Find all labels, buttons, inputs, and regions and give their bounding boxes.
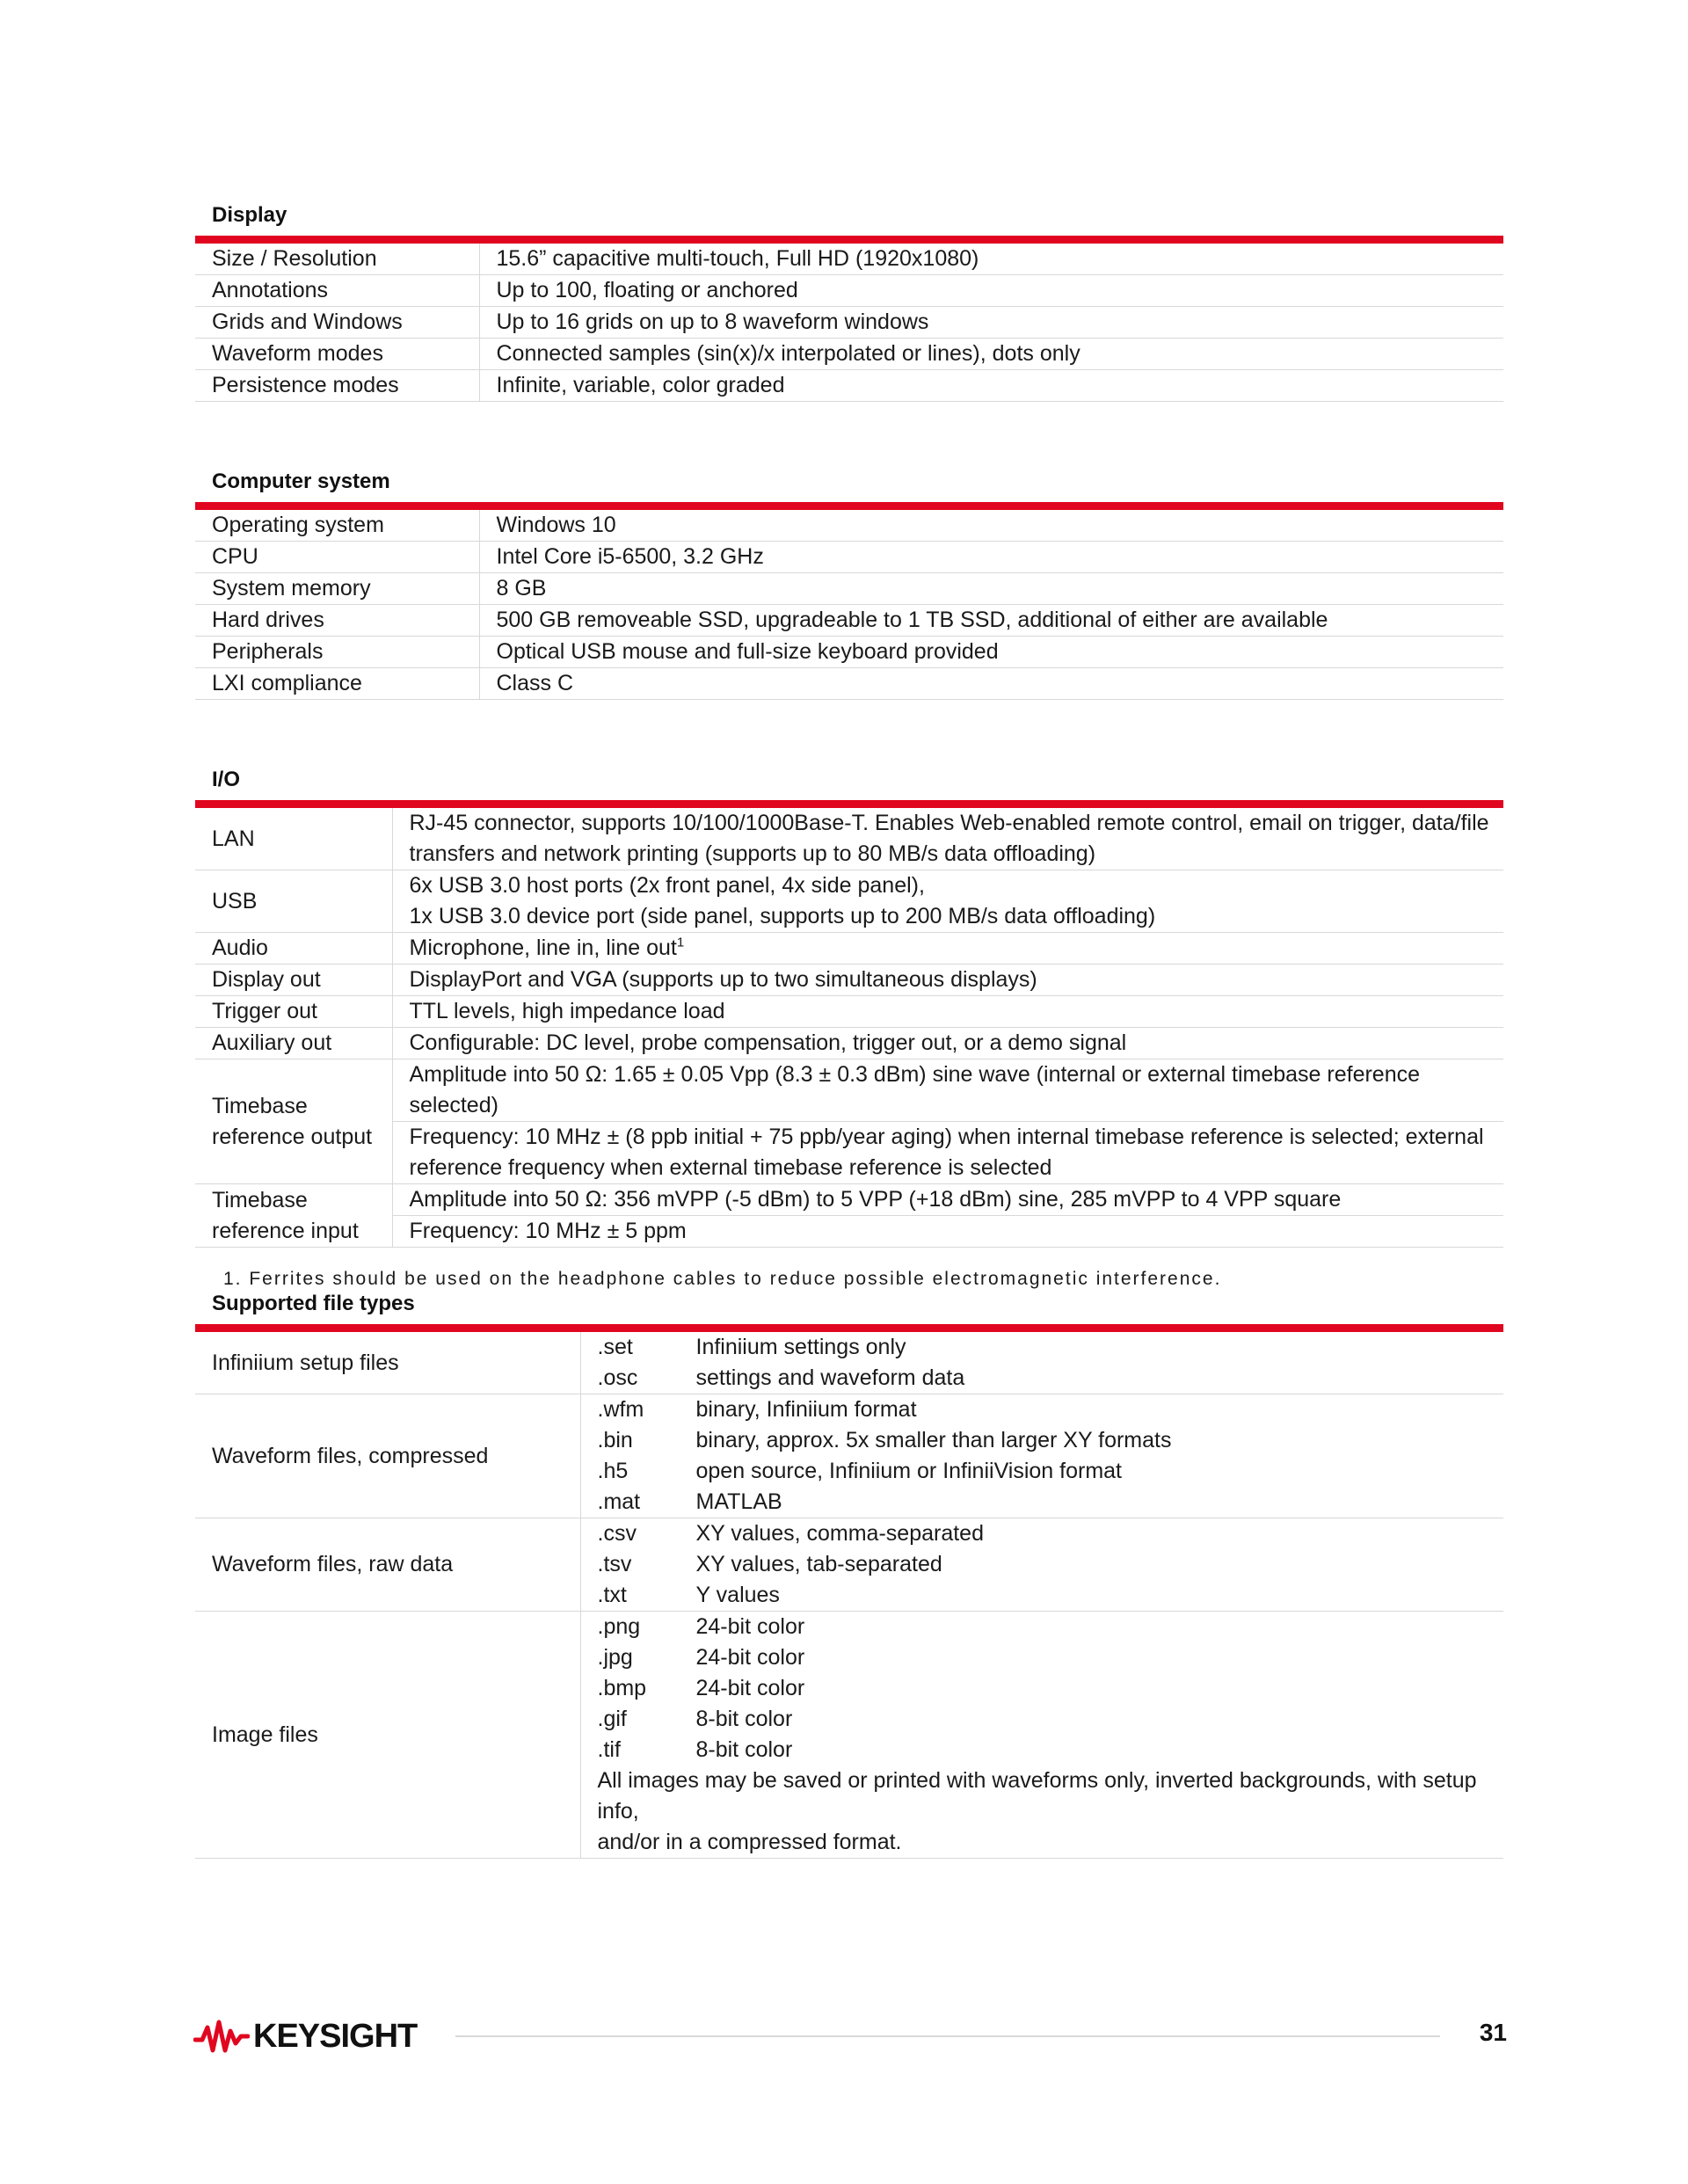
file-description: 8-bit color bbox=[695, 1737, 793, 1762]
file-extension: .bmp bbox=[597, 1676, 647, 1700]
label-line-1: Timebase bbox=[212, 1187, 308, 1212]
image-note-line-2: and/or in a compressed format. bbox=[597, 1830, 902, 1854]
extension-list bbox=[598, 1394, 1504, 1518]
row-value: Up to 100, floating or anchored bbox=[479, 275, 1503, 307]
section-title: Computer system bbox=[212, 470, 390, 493]
row-value: Frequency: 10 MHz ± 5 ppm bbox=[392, 1216, 1503, 1248]
keysight-logo bbox=[193, 2017, 417, 2056]
row-value bbox=[392, 1122, 1503, 1184]
table-row bbox=[195, 244, 1503, 275]
table-row bbox=[195, 1028, 1503, 1059]
row-value: 15.6” capacitive multi-touch, Full HD (1920x1080) bbox=[479, 244, 1503, 275]
table-row bbox=[195, 668, 1503, 700]
row-label bbox=[195, 1184, 392, 1248]
table-row bbox=[195, 1184, 1503, 1216]
file-extension: .h5 bbox=[597, 1459, 629, 1483]
file-extension: .jpg bbox=[597, 1645, 633, 1670]
section-title: Supported file types bbox=[212, 1292, 415, 1315]
row-value: Intel Core i5-6500, 3.2 GHz bbox=[479, 542, 1503, 573]
table-row bbox=[195, 542, 1503, 573]
row-label: Persistence modes bbox=[195, 370, 479, 402]
file-extension: .bin bbox=[597, 1428, 633, 1452]
section-divider bbox=[195, 1324, 1503, 1332]
file-description: 8-bit color bbox=[695, 1707, 793, 1731]
row-value bbox=[580, 1518, 1503, 1612]
table-row bbox=[195, 808, 1503, 870]
row-label: Waveform files, compressed bbox=[195, 1394, 580, 1518]
row-value: Windows 10 bbox=[479, 510, 1503, 542]
tb-out-freq-line-1: Frequency: 10 MHz ± (8 ppb initial + 75 ppb/year aging) when internal timebase reference is selected; external bbox=[409, 1125, 1484, 1149]
usb-line-2: 1x USB 3.0 device port (side panel, supports up to 200 MB/s data offloading) bbox=[409, 904, 1156, 928]
table-row bbox=[195, 1216, 1503, 1248]
section-title: Display bbox=[212, 203, 287, 227]
table-row bbox=[195, 370, 1503, 402]
section-divider bbox=[195, 236, 1503, 244]
table-row bbox=[195, 933, 1503, 965]
file-extension: .osc bbox=[597, 1365, 638, 1390]
label-line-2: reference input bbox=[212, 1218, 359, 1243]
row-label: Infiniium setup files bbox=[195, 1332, 580, 1394]
row-label: Waveform modes bbox=[195, 339, 479, 370]
row-label: Peripherals bbox=[195, 637, 479, 668]
table-row bbox=[195, 1518, 1503, 1612]
waveform-logo-icon bbox=[193, 2017, 250, 2056]
table-row bbox=[195, 1612, 1503, 1859]
row-value bbox=[392, 870, 1503, 933]
lan-line-2: transfers and network printing (supports up to 80 MB/s data offloading) bbox=[409, 841, 1096, 866]
file-description: XY values, comma-separated bbox=[695, 1521, 984, 1546]
row-label: Operating system bbox=[195, 510, 479, 542]
row-label: LAN bbox=[195, 808, 392, 870]
label-line-1: Timebase bbox=[212, 1093, 308, 1118]
section-divider bbox=[195, 502, 1503, 510]
computer-table bbox=[195, 510, 1503, 700]
row-value: DisplayPort and VGA (supports up to two simultaneous displays) bbox=[392, 965, 1503, 996]
tb-out-freq-line-2: reference frequency when external timebase reference is selected bbox=[409, 1155, 1052, 1180]
table-row bbox=[195, 510, 1503, 542]
table-row bbox=[195, 275, 1503, 307]
table-row bbox=[195, 637, 1503, 668]
table-row bbox=[195, 1394, 1503, 1518]
row-value bbox=[580, 1612, 1503, 1859]
file-description: binary, approx. 5x smaller than larger XY formats bbox=[695, 1428, 1172, 1452]
file-description: 24-bit color bbox=[695, 1645, 805, 1670]
section-title: I/O bbox=[212, 768, 241, 791]
row-label: Size / Resolution bbox=[195, 244, 479, 275]
table-row bbox=[195, 307, 1503, 339]
file-extension: .wfm bbox=[597, 1397, 644, 1422]
file-description: MATLAB bbox=[695, 1489, 782, 1514]
display-table bbox=[195, 244, 1503, 402]
image-note-line-1: All images may be saved or printed with waveforms only, inverted backgrounds, with setup info, bbox=[597, 1768, 1477, 1824]
file-description: binary, Infiniium format bbox=[695, 1397, 917, 1422]
row-label: LXI compliance bbox=[195, 668, 479, 700]
table-row bbox=[195, 1122, 1503, 1184]
row-label: Waveform files, raw data bbox=[195, 1518, 580, 1612]
file-description: open source, Infiniium or InfiniiVision format bbox=[695, 1459, 1122, 1483]
row-label: Image files bbox=[195, 1612, 580, 1859]
row-label: Hard drives bbox=[195, 605, 479, 637]
row-value: Up to 16 grids on up to 8 waveform windows bbox=[479, 307, 1503, 339]
row-label bbox=[195, 1059, 392, 1184]
file-extension: .tif bbox=[597, 1737, 621, 1762]
row-label: USB bbox=[195, 870, 392, 933]
files-table bbox=[195, 1332, 1503, 1859]
files-section bbox=[195, 1291, 1503, 1859]
io-table bbox=[195, 808, 1503, 1248]
section-divider bbox=[195, 800, 1503, 808]
file-description: 24-bit color bbox=[695, 1676, 805, 1700]
file-extension: .csv bbox=[597, 1521, 637, 1546]
row-value: Amplitude into 50 Ω: 1.65 ± 0.05 Vpp (8.3 ± 0.3 dBm) sine wave (internal or external timebase reference selected) bbox=[392, 1059, 1503, 1122]
display-section bbox=[195, 202, 1503, 402]
row-value: 500 GB removeable SSD, upgradeable to 1 TB SSD, additional of either are available bbox=[479, 605, 1503, 637]
footnote-marker: 1 bbox=[676, 935, 685, 950]
row-label: Display out bbox=[195, 965, 392, 996]
file-description: Y values bbox=[695, 1583, 780, 1607]
file-extension: .gif bbox=[597, 1707, 627, 1731]
brand-name: KEYSIGHT bbox=[253, 2017, 418, 2055]
table-row bbox=[195, 605, 1503, 637]
lan-line-1: RJ-45 connector, supports 10/100/1000Base-T. Enables Web-enabled remote control, email on trigger, data/file bbox=[409, 811, 1489, 835]
file-extension: .tsv bbox=[597, 1552, 632, 1576]
table-row bbox=[195, 965, 1503, 996]
usb-line-1: 6x USB 3.0 host ports (2x front panel, 4x side panel), bbox=[409, 873, 925, 898]
io-section bbox=[195, 767, 1503, 1290]
audio-value: Microphone, line in, line out bbox=[409, 935, 677, 960]
table-row bbox=[195, 1332, 1503, 1394]
row-value: Optical USB mouse and full-size keyboard provided bbox=[479, 637, 1503, 668]
row-label: System memory bbox=[195, 573, 479, 605]
row-label: Grids and Windows bbox=[195, 307, 479, 339]
row-label: Auxiliary out bbox=[195, 1028, 392, 1059]
row-label: Trigger out bbox=[195, 996, 392, 1028]
row-value: Amplitude into 50 Ω: 356 mVPP (-5 dBm) to 5 VPP (+18 dBm) sine, 285 mVPP to 4 VPP square bbox=[392, 1184, 1503, 1216]
footnote: 1. Ferrites should be used on the headphone cables to reduce possible electromagnetic interference. bbox=[223, 1269, 1222, 1289]
row-value: Class C bbox=[479, 668, 1503, 700]
row-value: Infinite, variable, color graded bbox=[479, 370, 1503, 402]
file-extension: .set bbox=[597, 1335, 633, 1359]
computer-section bbox=[195, 469, 1503, 700]
row-value bbox=[392, 808, 1503, 870]
table-row bbox=[195, 339, 1503, 370]
extension-list bbox=[598, 1518, 1504, 1611]
file-description: XY values, tab-separated bbox=[695, 1552, 942, 1576]
row-value: Configurable: DC level, probe compensation, trigger out, or a demo signal bbox=[392, 1028, 1503, 1059]
row-value: 8 GB bbox=[479, 573, 1503, 605]
table-row bbox=[195, 996, 1503, 1028]
file-extension: .txt bbox=[597, 1583, 627, 1607]
row-label: Audio bbox=[195, 933, 392, 965]
row-value bbox=[580, 1394, 1503, 1518]
file-description: 24-bit color bbox=[695, 1614, 805, 1639]
file-description: settings and waveform data bbox=[695, 1365, 965, 1390]
footer-divider bbox=[455, 2035, 1440, 2037]
table-row bbox=[195, 573, 1503, 605]
row-label: CPU bbox=[195, 542, 479, 573]
label-line-2: reference output bbox=[212, 1124, 373, 1149]
page-footer bbox=[193, 2013, 1507, 2057]
extension-list bbox=[598, 1332, 1504, 1394]
extension-list bbox=[598, 1612, 1504, 1765]
table-row bbox=[195, 1059, 1503, 1122]
page-number: 31 bbox=[1479, 2019, 1507, 2046]
row-value: TTL levels, high impedance load bbox=[392, 996, 1503, 1028]
file-description: Infiniium settings only bbox=[695, 1335, 906, 1359]
row-value: Connected samples (sin(x)/x interpolated or lines), dots only bbox=[479, 339, 1503, 370]
row-value bbox=[580, 1332, 1503, 1394]
row-label: Annotations bbox=[195, 275, 479, 307]
row-value bbox=[392, 933, 1503, 965]
table-row bbox=[195, 870, 1503, 933]
file-extension: .mat bbox=[597, 1489, 641, 1514]
file-extension: .png bbox=[597, 1614, 641, 1639]
